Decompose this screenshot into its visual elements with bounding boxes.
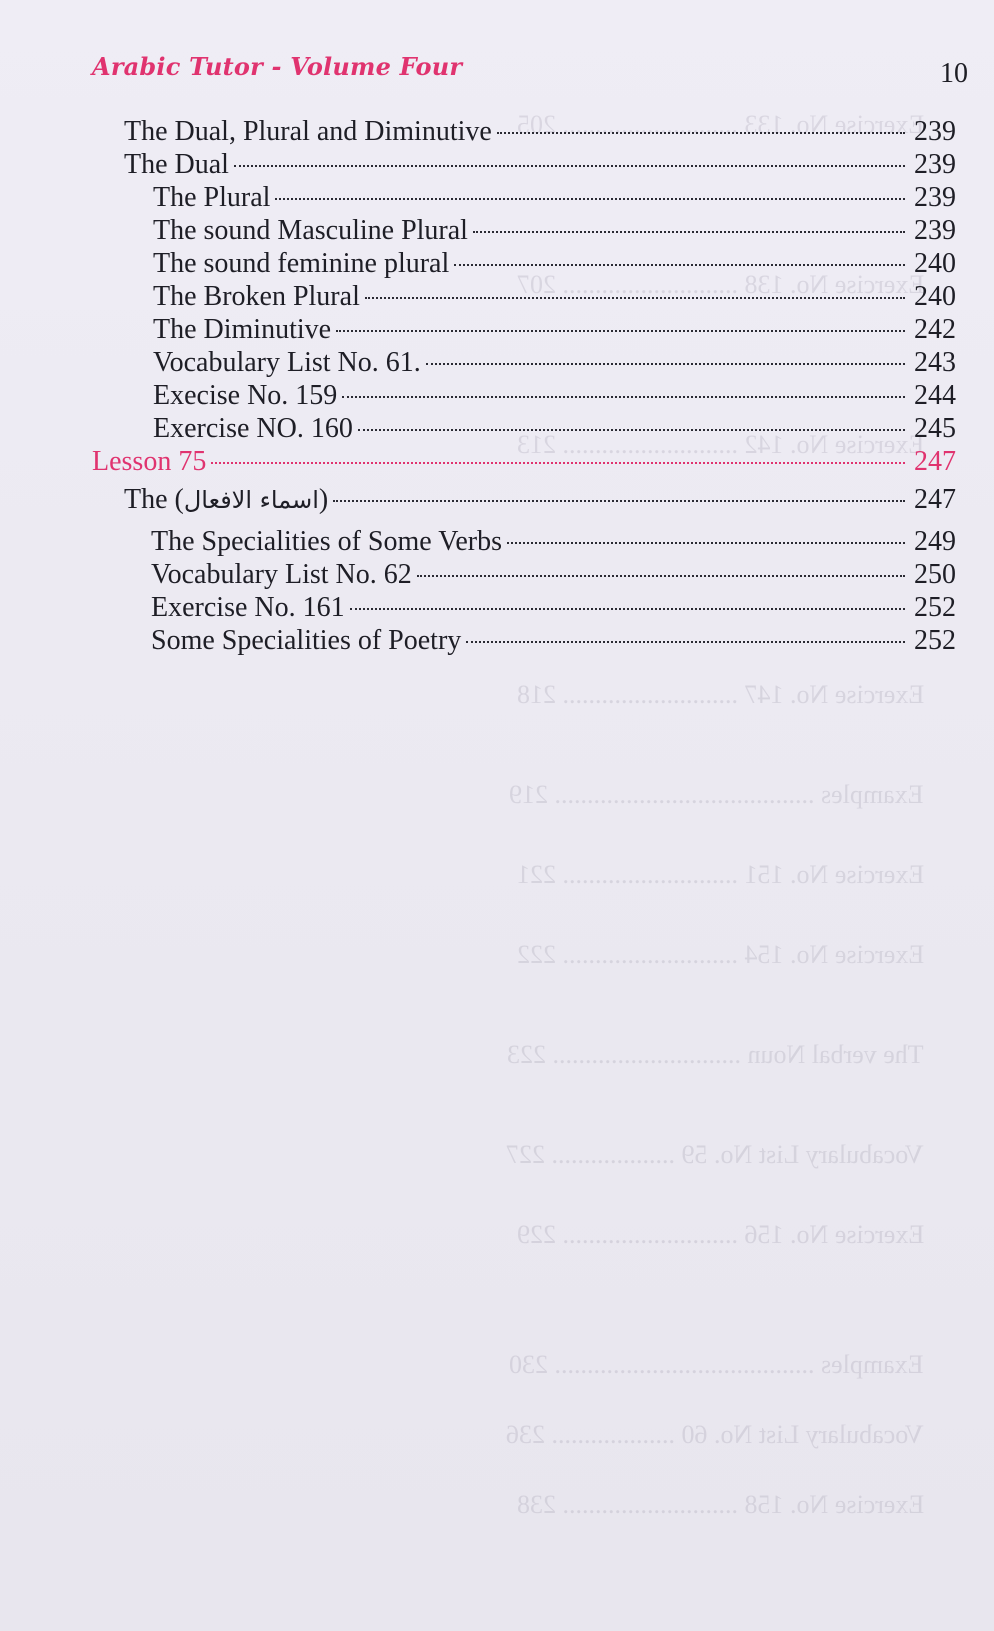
- toc-entry: [151, 559, 956, 591]
- dot-leader: [275, 198, 905, 200]
- dot-leader: [358, 429, 905, 431]
- toc-entry: [153, 215, 956, 247]
- show-through-texture: Examples ........................................ 219: [509, 780, 924, 809]
- toc-entry-title: Vocabulary List No. 62: [151, 559, 412, 590]
- show-through-texture: The verbal Noun ............................. 223: [507, 1040, 924, 1069]
- show-through-texture: Vocabulary List No. 59 ................... 227: [506, 1140, 924, 1169]
- toc-entry-title: Exercise No. 161: [151, 592, 345, 623]
- toc-entry-page: 252: [914, 592, 956, 623]
- toc-entry: [153, 413, 956, 445]
- dot-leader: [342, 396, 905, 398]
- toc-entry-page: 240: [914, 248, 956, 279]
- toc-entry: [153, 248, 956, 280]
- toc-entry: [124, 149, 956, 181]
- toc-entry-page: 239: [914, 149, 956, 180]
- toc-entry-title: The sound feminine plural: [153, 248, 450, 279]
- toc-entry-page: 247: [914, 446, 956, 477]
- toc-entry-title: The Plural: [153, 182, 271, 213]
- show-through-texture: Exercise No. 147 ........................... 218: [516, 680, 924, 709]
- toc-entry-title: The Specialities of Some Verbs: [151, 526, 502, 557]
- toc-entry: [153, 380, 956, 412]
- toc-entry-page: 245: [914, 413, 956, 444]
- toc-entry-page: 239: [914, 215, 956, 246]
- page-number: 10: [940, 58, 968, 89]
- show-through-texture: Exercise No. 142 ........................... 213: [516, 430, 924, 459]
- toc-entry-page: 242: [914, 314, 956, 345]
- dot-leader: [417, 575, 905, 577]
- show-through-texture: Exercise No. 158 ........................... 238: [516, 1490, 924, 1519]
- show-through-texture: Exercise No. 133 ........................... 205: [516, 110, 924, 139]
- toc-entry-title-arabic: اسماء الافعال: [183, 486, 319, 514]
- toc-entry: [153, 347, 956, 379]
- toc-entry: [151, 625, 956, 657]
- toc-entry: [151, 592, 956, 624]
- toc-entry-title: [124, 484, 330, 516]
- dot-leader: [426, 363, 905, 365]
- toc-entry-page: 243: [914, 347, 956, 378]
- toc-entry: [151, 526, 956, 558]
- dot-leader: [333, 500, 905, 502]
- dot-leader: [350, 608, 905, 610]
- toc-entry: [153, 281, 956, 313]
- dot-leader: [336, 330, 905, 332]
- dot-leader: [507, 542, 905, 544]
- toc-entry-title: The Dual: [124, 149, 229, 180]
- toc-entry-title: The Diminutive: [153, 314, 332, 345]
- toc-entry: [153, 182, 956, 214]
- toc-entry-page: 239: [914, 182, 956, 213]
- toc-entry-title-prefix: The (: [124, 484, 184, 515]
- toc-entry-page: 250: [914, 559, 956, 590]
- toc-entry-title: Lesson 75: [92, 446, 207, 477]
- dot-leader: [473, 231, 905, 233]
- toc-entry-page: 252: [914, 625, 956, 656]
- dot-leader: [365, 297, 905, 299]
- show-through-texture: Exercise No. 151 ........................... 221: [516, 860, 924, 889]
- dot-leader: [466, 641, 905, 643]
- toc-entry-page: 239: [914, 116, 956, 147]
- toc-entry-title: Vocabulary List No. 61.: [153, 347, 421, 378]
- show-through-texture: Exercise No. 138 ........................... 207: [516, 270, 924, 299]
- toc-entry-title: Execise No. 159: [153, 380, 338, 411]
- toc-entry-title: The sound Masculine Plural: [153, 215, 468, 246]
- toc-entry-title: The Dual, Plural and Diminutive: [124, 116, 492, 147]
- toc-entry-page: 244: [914, 380, 956, 411]
- toc-lesson-heading: [92, 446, 956, 478]
- toc-entry-title: Exercise NO. 160: [153, 413, 353, 444]
- toc-entry-title-suffix: ): [318, 484, 329, 515]
- toc-entry-title: Some Specialities of Poetry: [151, 625, 462, 656]
- running-header-title: Arabic Tutor - Volume Four: [92, 52, 463, 81]
- toc-entry: [124, 484, 956, 516]
- show-through-texture: Vocabulary List No. 60 ................... 236: [506, 1420, 924, 1449]
- toc-entry-page: 240: [914, 281, 956, 312]
- toc-entry: [124, 116, 956, 148]
- toc-entry-page: 247: [914, 484, 956, 515]
- dot-leader: [211, 462, 905, 464]
- toc-entry: [153, 314, 956, 346]
- toc-entry-page: 249: [914, 526, 956, 557]
- show-through-texture: Exercise No. 156 ........................... 229: [516, 1220, 924, 1249]
- dot-leader: [497, 132, 905, 134]
- show-through-texture: Exercise No. 154 ........................... 222: [516, 940, 924, 969]
- show-through-texture: Examples ........................................ 230: [509, 1350, 924, 1379]
- dot-leader: [234, 165, 905, 167]
- toc-entry-title: The Broken Plural: [153, 281, 360, 312]
- dot-leader: [454, 264, 905, 266]
